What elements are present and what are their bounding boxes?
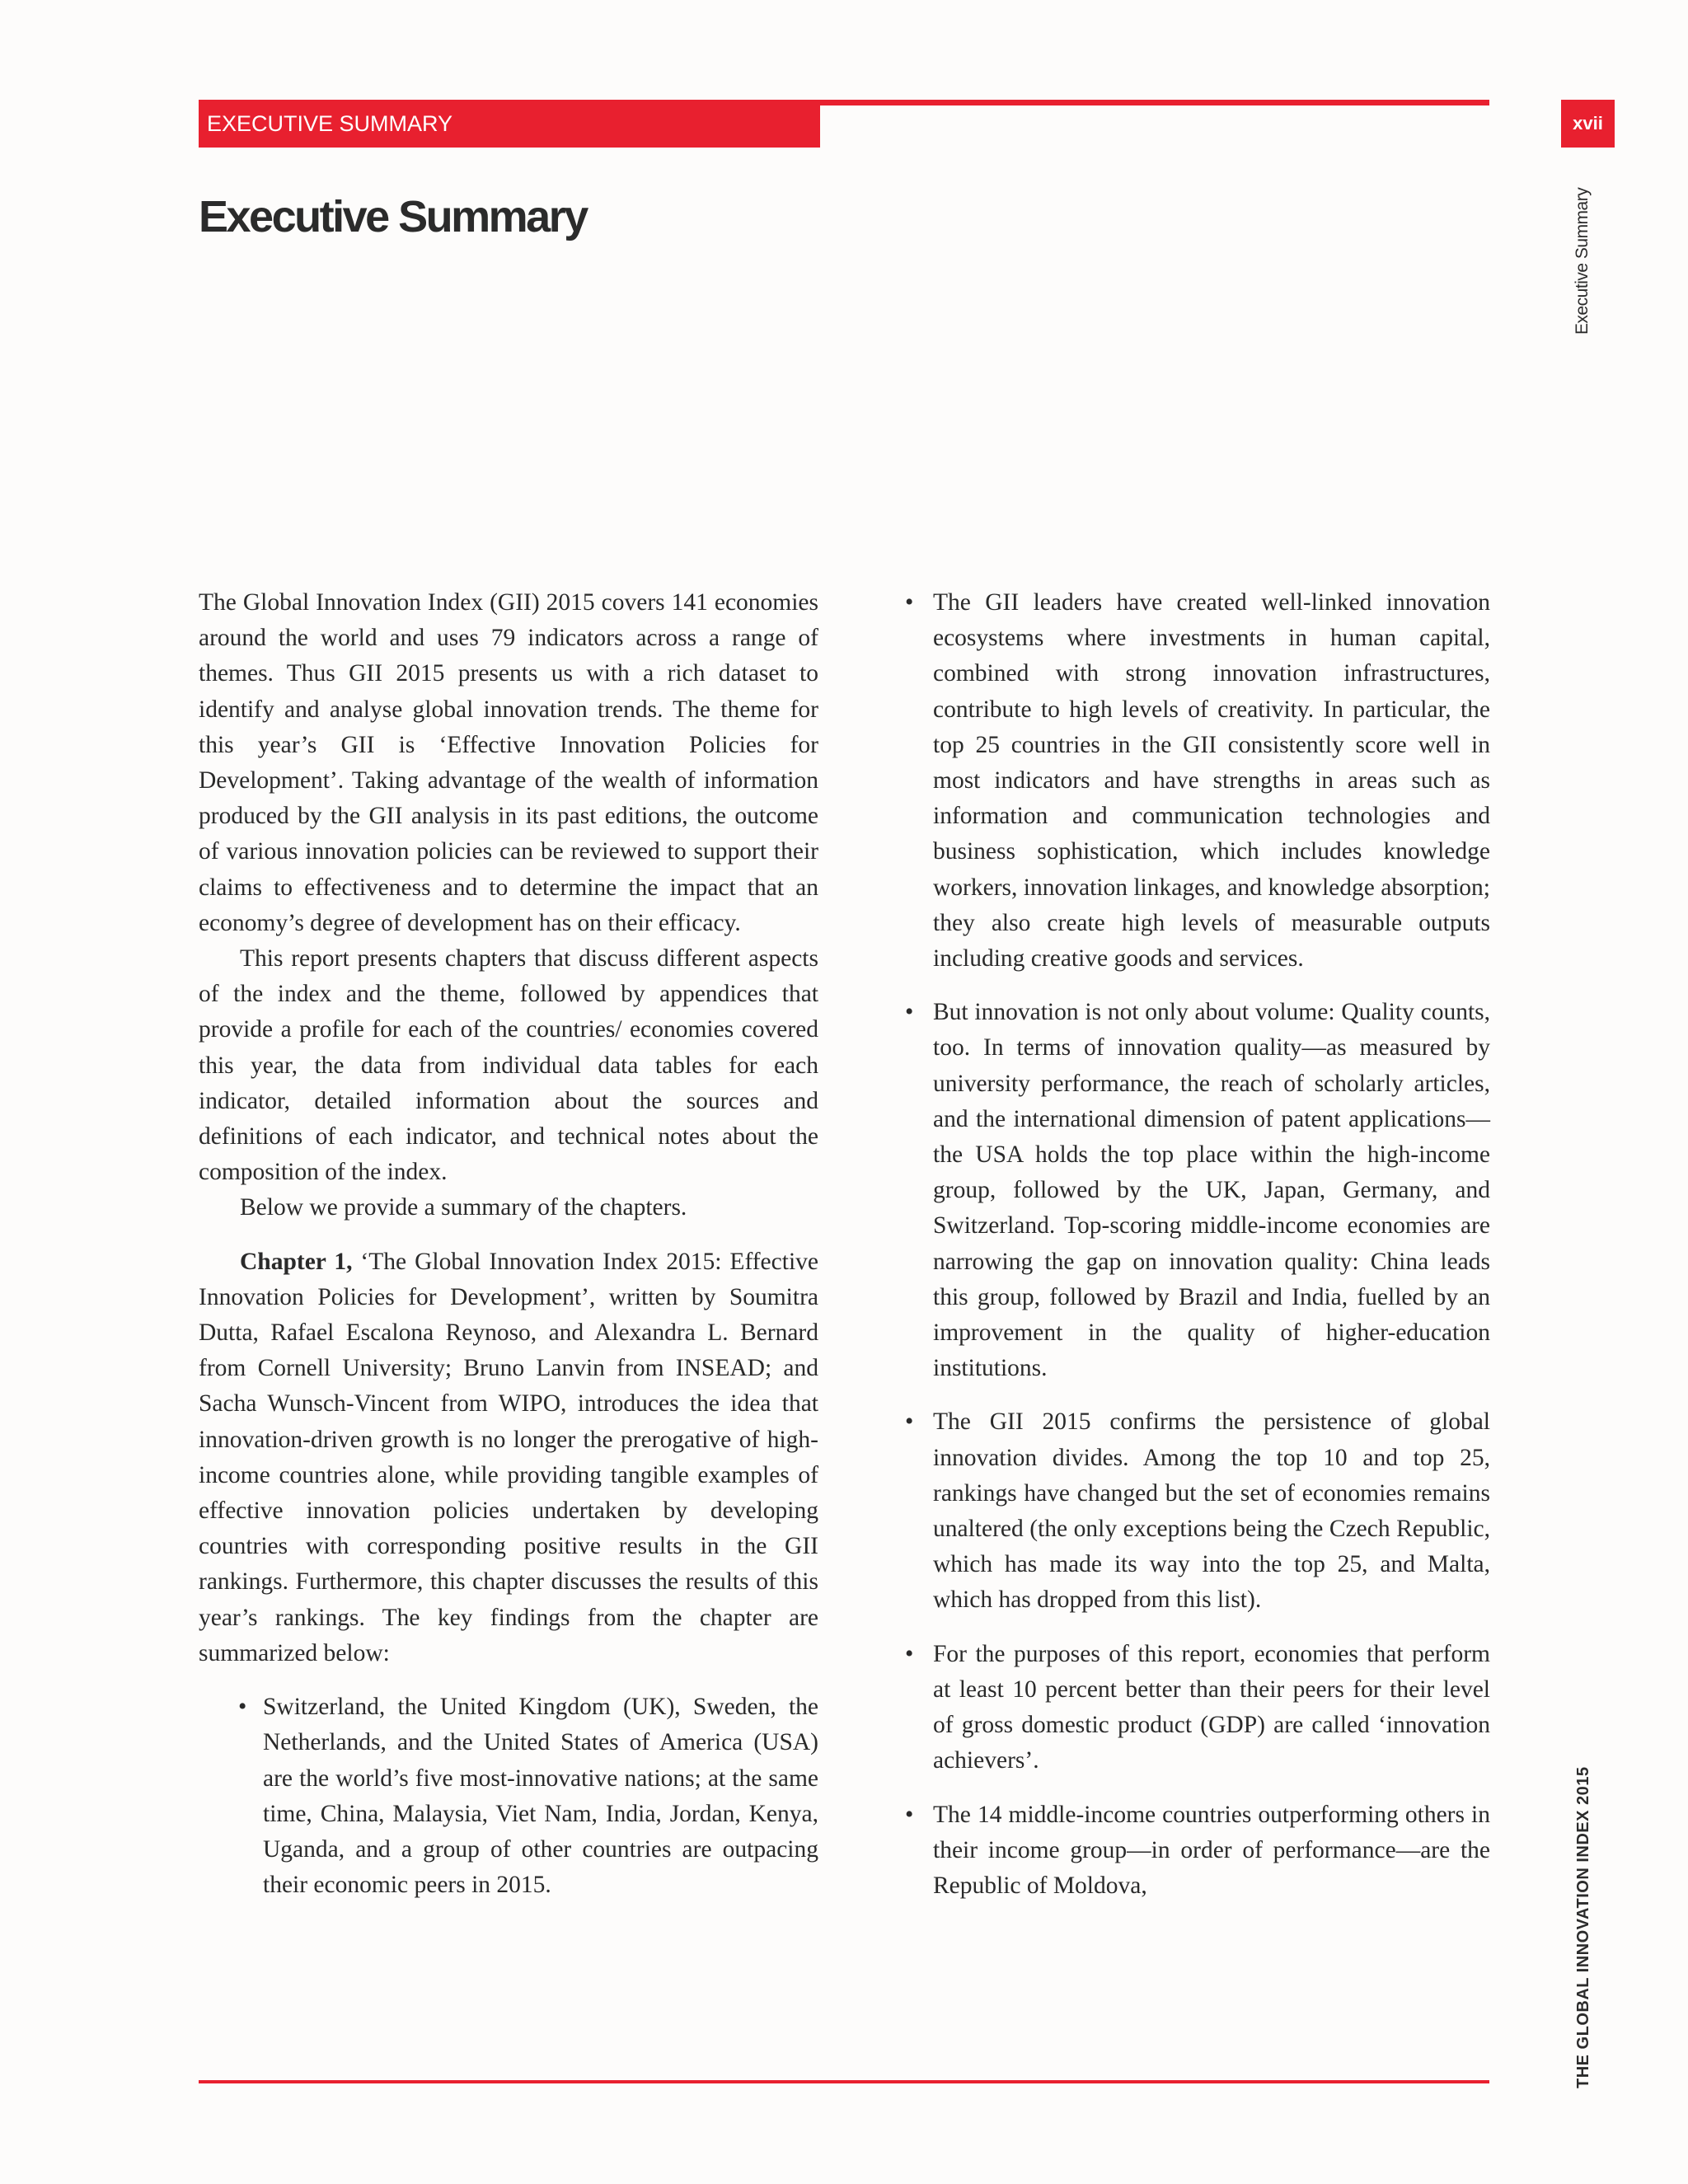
- section-header-bar: [199, 100, 820, 148]
- side-running-title: Executive Summary: [1573, 187, 1592, 335]
- paragraph-summary-lead: Below we provide a summary of the chapters.: [240, 1194, 687, 1221]
- header-rule: [820, 100, 1489, 105]
- page-number: xvii: [1561, 100, 1615, 148]
- key-findings-list-continued: [897, 585, 1490, 1904]
- list-item: • For the purposes of this report, economies that perform at least 10 percent better than their peers for their level of gross domestic product (GDP) are called ‘innovation achievers’.: [897, 1637, 1490, 1779]
- key-findings-list: [199, 1690, 818, 1903]
- footer-rule: [199, 2080, 1489, 2083]
- paragraph-chapter-1: [199, 1244, 818, 1671]
- list-item: • The GII 2015 confirms the persistence of global innovation divides. Among the top 10 and top 25, rankings have changed but the set of economies remains unaltered (the only exceptions being the Czech Republic, which has made its way into the top 25, and Malta, which has dropped from this list).: [897, 1404, 1490, 1618]
- list-item: • But innovation is not only about volume: Quality counts, too. In terms of innovation quality—as measured by university performance, the reach of scholarly articles, and the international dimension of patent applications—the USA holds the top place within the high-income group, followed by the UK, Japan, Germany, and Switzerland. Top-scoring middle-income economies are narrowing the gap on innovation quality: China leads this group, followed by Brazil and India, fuelled by an improvement in the quality of higher-education institutions.: [897, 995, 1490, 1386]
- side-publication-title: THE GLOBAL INNOVATION INDEX 2015: [1574, 1766, 1592, 2088]
- list-item: • The GII leaders have created well-linked innovation ecosystems where investments in human capital, combined with strong innovation infrastructures, contribute to high levels of creativity. In particular, the top 25 countries in the GII consistently score well in most indicators and have strengths in areas such as information and communication technologies and business sophistication, which includes knowledge workers, innovation linkages, and knowledge absorption; they also create high levels of measurable outputs including creative goods and services.: [897, 585, 1490, 977]
- page-title: Executive Summary: [199, 192, 587, 241]
- left-column: [199, 585, 818, 1921]
- paragraph-intro: The Global Innovation Index (GII) 2015 covers 141 economies around the world and uses 79 indicators across a range of themes. Thus GII 2015 presents us with a rich dataset to identify and analyse global innovation trends. The theme for this year’s GII is ‘Effective Innovation Policies for Development’. Taking advantage of the wealth of information produced by the GII analysis in its past editions, the outcome of various innovation policies can be reviewed to support their claims to effectiveness and to determine the impact that an economy’s degree of development has on their efficacy.: [199, 589, 818, 936]
- list-item: • The 14 middle-income countries outperforming others in their income group—in order of performance—are the Republic of Moldova,: [897, 1797, 1490, 1905]
- paragraph-report-structure: This report presents chapters that discuss different aspects of the index and the theme, followed by appendices that provide a profile for each of the countries/ economies covered this year, the data from individual data tables for each indicator, detailed information about the sources and definitions of each indicator, and technical notes about the composition of the index.: [199, 945, 818, 1186]
- chapter-1-text: ‘The Global Innovation Index 2015: Effective Innovation Policies for Development’, written by Soumitra Dutta, Rafael Escalona Reynoso, and Alexandra L. Bernard from Cornell University; Bruno Lanvin from INSEAD; and Sacha Wunsch-Vincent from WIPO, introduces the idea that innovation-driven growth is no longer the prerogative of high-income countries alone, while providing tangible examples of effective innovation policies undertaken by developing countries with corresponding positive results in the GII rankings. Furthermore, this chapter discusses the results of this year’s rankings. The key findings from the chapter are summarized below:: [199, 1248, 818, 1666]
- right-column: [897, 585, 1490, 1922]
- chapter-label: Chapter 1,: [240, 1248, 353, 1275]
- list-item: • Switzerland, the United Kingdom (UK), Sweden, the Netherlands, and the United States of America (USA) are the world’s five most-innovative nations; at the same time, China, Malaysia, Viet Nam, India, Jordan, Kenya, Uganda, and a group of other countries are outpacing their economic peers in 2015.: [199, 1690, 818, 1903]
- section-label: EXECUTIVE SUMMARY: [207, 110, 453, 136]
